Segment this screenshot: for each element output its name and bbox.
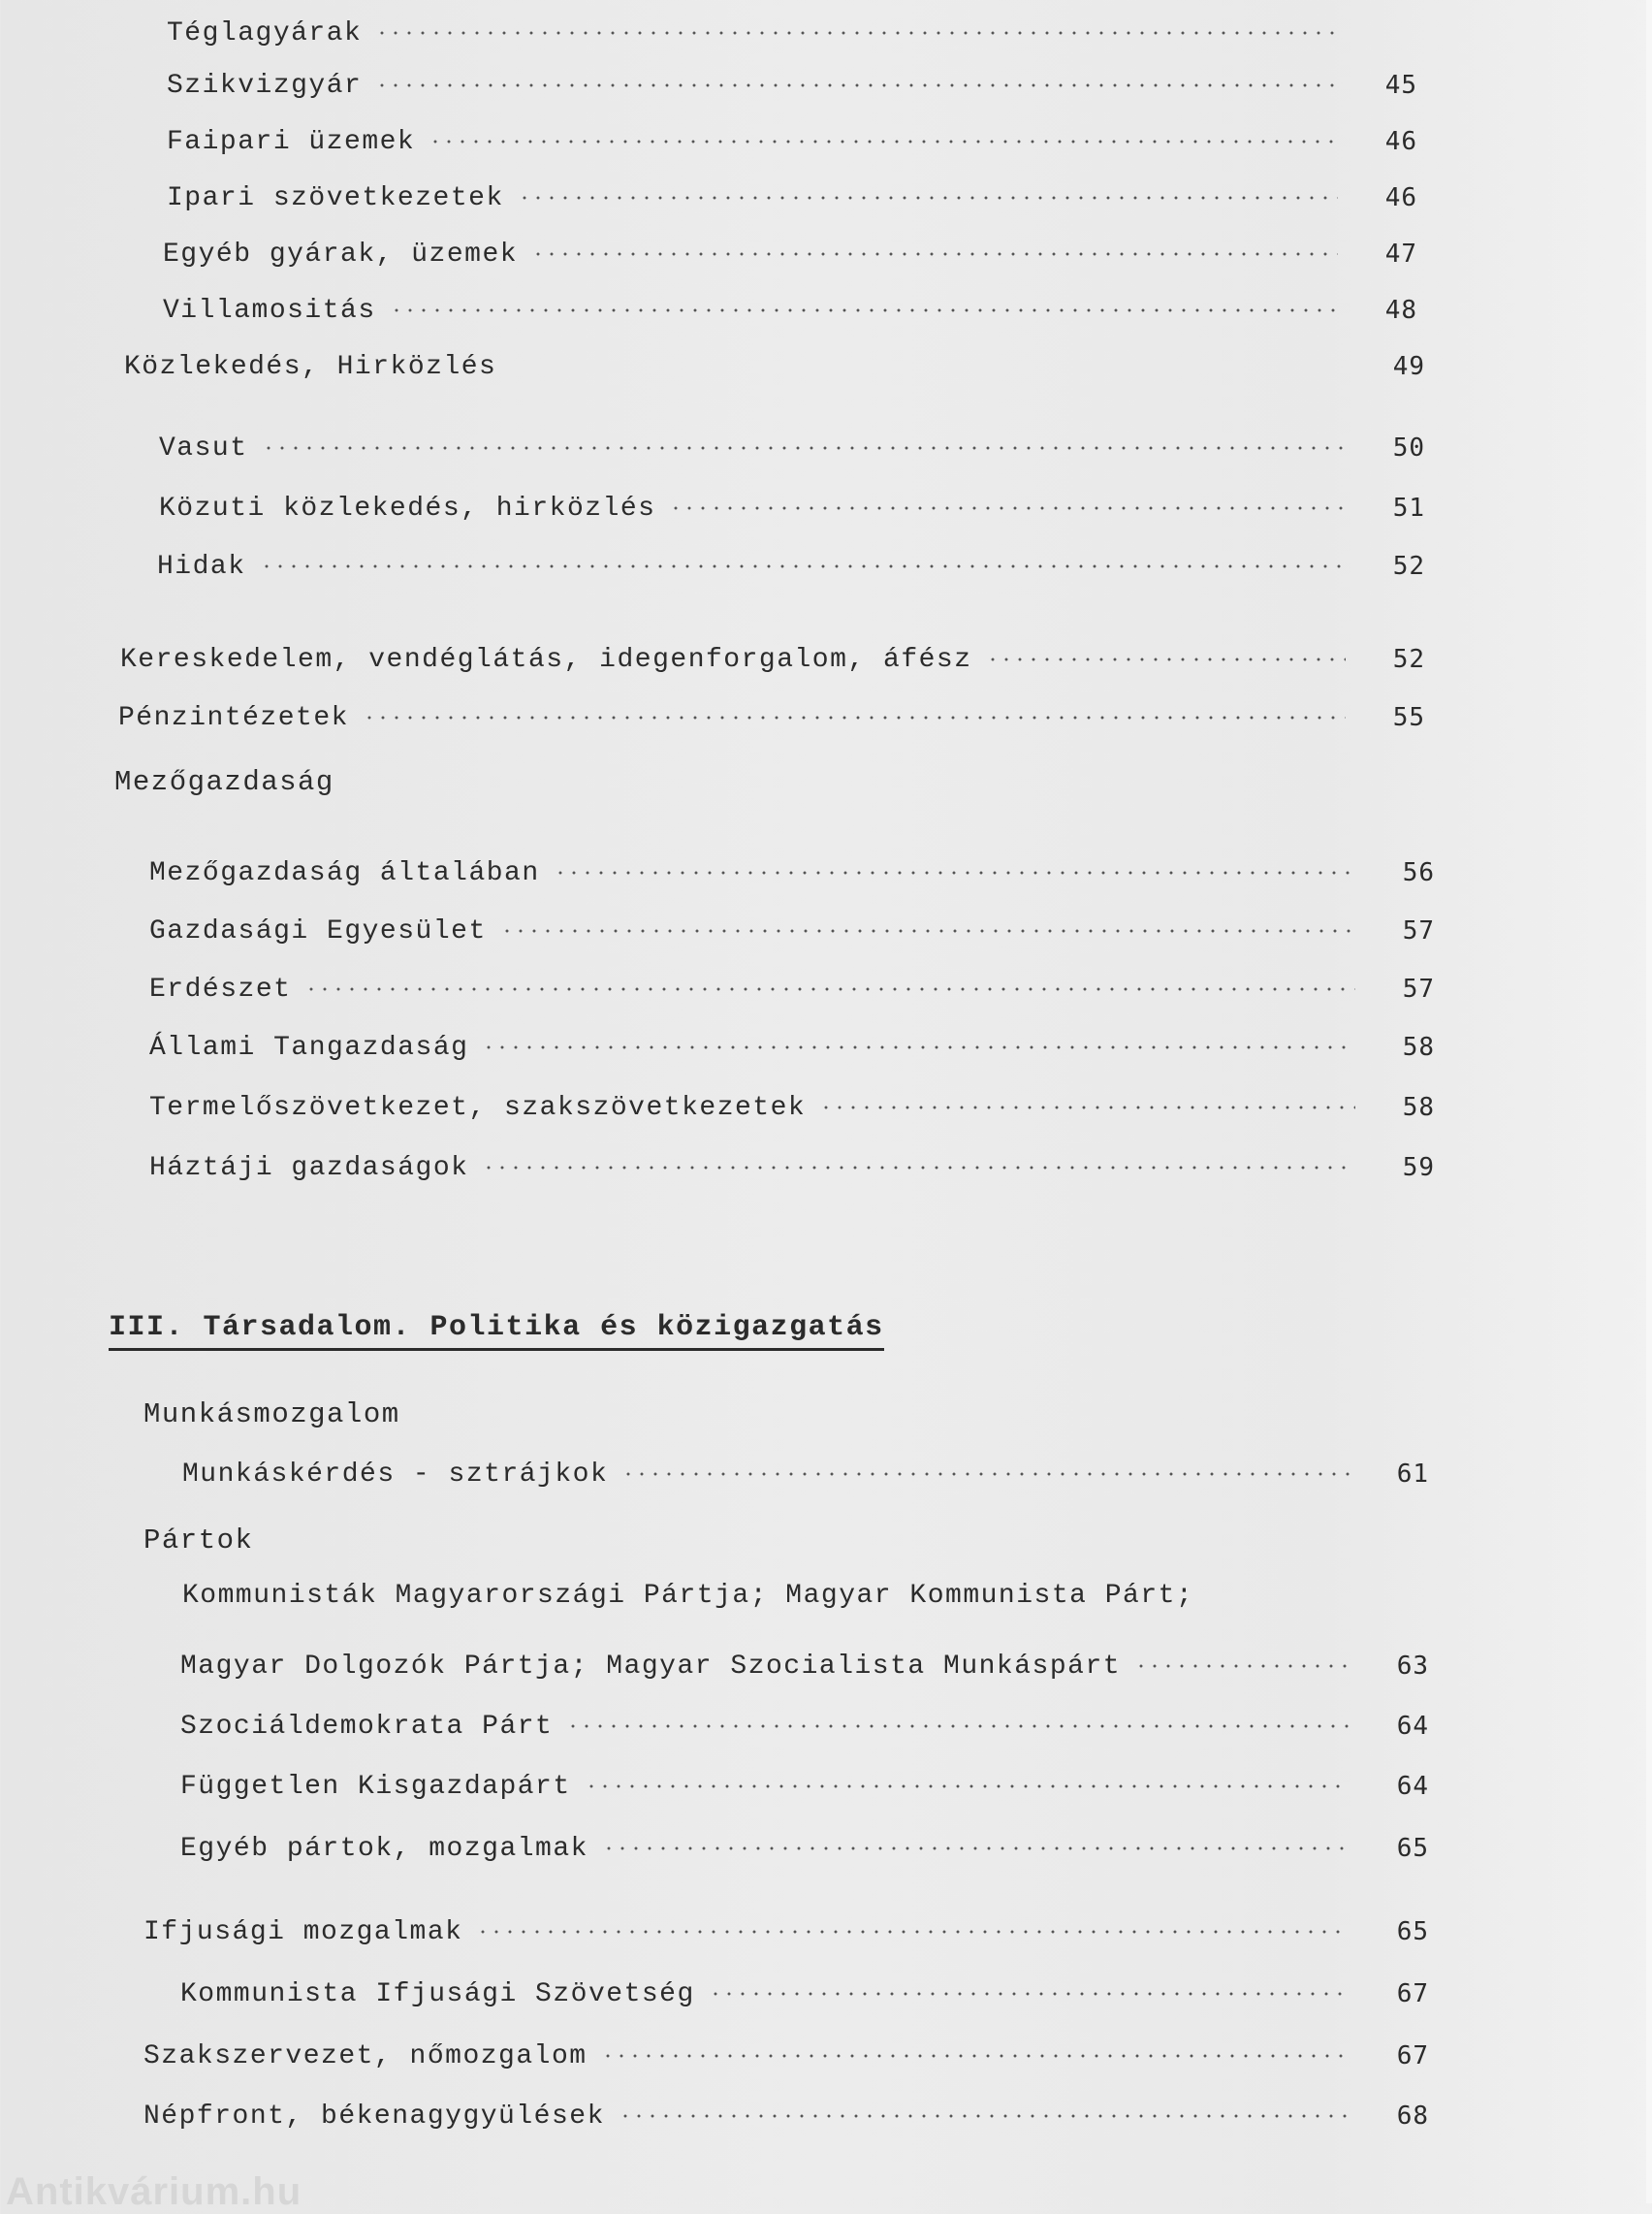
dot-leader <box>390 308 1338 312</box>
entry-label: Téglagyárak <box>167 17 363 48</box>
entry-label: Háztáji gazdaságok <box>149 1152 469 1183</box>
page-number: 58 <box>1402 1093 1435 1122</box>
list-item <box>167 14 1417 52</box>
page-number: 47 <box>1384 240 1417 269</box>
page-number: 57 <box>1402 975 1435 1004</box>
list-item <box>159 429 1425 467</box>
page-number: 67 <box>1396 2041 1429 2070</box>
page-number: 64 <box>1396 1772 1429 1801</box>
entry-label: Szakszervezet, nőmozgalom <box>143 2040 588 2071</box>
dot-leader <box>531 252 1338 256</box>
page-number: 68 <box>1396 2102 1429 2131</box>
list-item <box>149 1148 1435 1187</box>
entry-label: Mezőgazdaság általában <box>149 857 540 888</box>
entry-label: Szociáldemokrata Párt <box>180 1711 554 1742</box>
list-item <box>143 2037 1429 2075</box>
section-heading-mezogazdasag: Mezőgazdaság <box>114 766 334 798</box>
page-number: 46 <box>1384 183 1417 212</box>
page-number: 57 <box>1402 916 1435 946</box>
section-heading-munkasmozgalom: Munkásmozgalom <box>143 1398 400 1430</box>
entry-label-continued: Kommunisták Magyarországi Pártja; Magyar Kommunista Párt; <box>182 1581 1194 1611</box>
list-item <box>143 1912 1429 1951</box>
list-item <box>149 912 1435 950</box>
dot-leader <box>375 31 1338 35</box>
entry-label: Kereskedelem, vendéglátás, idegenforgalom, áfész <box>120 644 972 675</box>
list-item <box>167 122 1417 161</box>
page-number: 45 <box>1384 71 1417 100</box>
entry-label: Pénzintézetek <box>118 702 349 733</box>
section-heading-partok: Pártok <box>143 1524 254 1556</box>
page-number: 48 <box>1384 296 1417 325</box>
dot-leader <box>482 1166 1355 1170</box>
entry-label: Munkáskérdés - sztrájkok <box>182 1459 609 1490</box>
entry-label: Független Kisgazdapárt <box>180 1771 571 1802</box>
entry-label: Egyéb gyárak, üzemek <box>163 239 519 270</box>
page-number: 55 <box>1392 703 1425 732</box>
list-item <box>180 1974 1429 2013</box>
entry-label: Magyar Dolgozók Pártja; Magyar Szocialista Munkáspárt <box>180 1651 1122 1682</box>
list-item <box>120 640 1425 679</box>
page-number: 52 <box>1392 645 1425 674</box>
entry-label: Népfront, békenagygyülések <box>143 2101 605 2132</box>
dot-leader <box>482 1045 1355 1049</box>
page-number: 51 <box>1392 494 1425 523</box>
entry-label: Kommunista Ifjusági Szövetség <box>180 1978 695 2009</box>
entry-label: Közuti közlekedés, hirközlés <box>159 493 656 524</box>
entry-label: Gazdasági Egyesület <box>149 915 487 947</box>
dot-leader <box>429 140 1338 144</box>
heading-label: Közlekedés, Hirközlés <box>124 351 497 382</box>
list-item <box>157 547 1425 586</box>
list-item <box>163 291 1417 330</box>
entry-label: Állami Tangazdaság <box>149 1032 469 1063</box>
dot-leader <box>1134 1664 1350 1668</box>
list-item <box>180 1829 1429 1868</box>
list-item <box>149 853 1435 892</box>
dot-leader <box>554 871 1355 875</box>
list-item <box>180 1647 1429 1685</box>
page-number: 61 <box>1396 1460 1429 1489</box>
dot-leader <box>304 987 1355 991</box>
entry-label: Hidak <box>157 551 246 582</box>
entry-label: Szikvizgyár <box>167 70 363 101</box>
dot-leader <box>363 716 1346 720</box>
dot-leader <box>709 1992 1350 1996</box>
dot-leader <box>621 1472 1350 1476</box>
dot-leader <box>566 1724 1350 1728</box>
dot-leader <box>260 564 1346 568</box>
entry-label: Egyéb pártok, mozgalmak <box>180 1833 588 1864</box>
list-item <box>118 698 1425 737</box>
dot-leader <box>819 1106 1355 1109</box>
entry-label: Erdészet <box>149 974 292 1005</box>
list-item <box>149 1028 1435 1067</box>
list-item <box>180 1707 1429 1746</box>
entry-label: Ipari szövetkezetek <box>167 182 504 213</box>
dot-leader <box>602 1846 1350 1850</box>
page-edge <box>1646 0 1652 2203</box>
list-item <box>182 1455 1429 1493</box>
page-number: 58 <box>1402 1033 1435 1062</box>
page-number: 46 <box>1384 127 1417 156</box>
list-item <box>149 970 1435 1009</box>
list-item <box>159 489 1425 528</box>
page-number: 56 <box>1402 858 1435 887</box>
page-number: 49 <box>1392 352 1425 381</box>
entry-label: Ifjusági mozgalmak <box>143 1916 463 1947</box>
dot-leader <box>518 196 1338 200</box>
page-number: 50 <box>1392 433 1425 463</box>
dot-leader <box>500 929 1355 933</box>
dot-leader <box>476 1930 1350 1934</box>
dot-leader <box>986 658 1346 661</box>
entry-label: Vasut <box>159 433 248 464</box>
list-item <box>143 2097 1429 2135</box>
page-number: 63 <box>1396 1652 1429 1681</box>
page-number: 65 <box>1396 1917 1429 1946</box>
dot-leader <box>585 1784 1350 1788</box>
watermark: Antikvárium.hu <box>6 2170 302 2213</box>
entry-label: Faipari üzemek <box>167 126 416 157</box>
list-item <box>163 235 1417 273</box>
list-item <box>167 178 1417 217</box>
page-number: 67 <box>1396 1979 1429 2008</box>
entry-label: Villamositás <box>163 295 376 326</box>
list-item <box>149 1088 1435 1127</box>
dot-leader <box>669 506 1346 510</box>
dot-leader <box>601 2054 1350 2058</box>
page-number: 65 <box>1396 1834 1429 1863</box>
list-item <box>180 1767 1429 1806</box>
section-heading-kozlekedes <box>124 347 1425 386</box>
entry-label: Termelőszövetkezet, szakszövetkezetek <box>149 1092 807 1123</box>
page-number: 64 <box>1396 1712 1429 1741</box>
page-number: 52 <box>1392 552 1425 581</box>
page-number: 59 <box>1402 1153 1435 1182</box>
dot-leader <box>262 446 1346 450</box>
section-title-iii: III. Társadalom. Politika és közigazgatás <box>109 1311 884 1351</box>
list-item <box>167 66 1417 105</box>
dot-leader <box>619 2114 1350 2118</box>
dot-leader <box>375 83 1338 87</box>
